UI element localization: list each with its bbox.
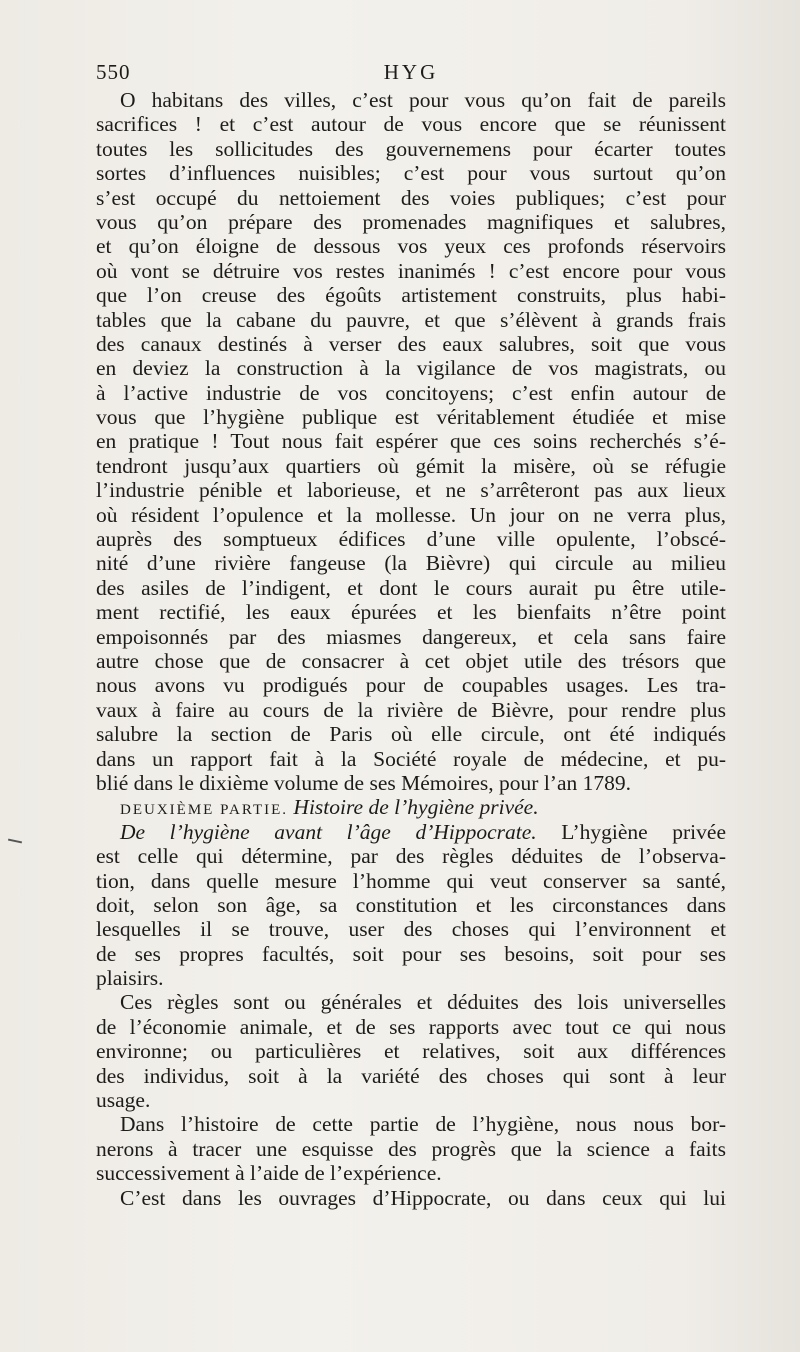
text-line: où vont se détruire vos restes inanimés ! c’est encore pour vous: [96, 258, 726, 283]
section-heading: [96, 795, 726, 819]
text-line: vous que l’hygiène publique est véritablement étudiée et mise: [96, 405, 726, 430]
text-line: s’est occupé du nettoiement des voies publiques; c’est pour: [96, 185, 726, 210]
text-line: l’industrie pénible et laborieuse, et ne s’arrêteront pas aux lieux: [96, 478, 726, 503]
text-line: en pratique ! Tout nous fait espérer que ces soins recherchés s’é-: [96, 429, 726, 454]
text-line: lesquelles il se trouve, user des choses qui l’environnent et: [96, 917, 726, 942]
text-line: dans un rapport fait à la Société royale de médecine, et pu-: [96, 746, 726, 771]
text-line: des individus, soit à la variété des choses qui sont à leur: [96, 1063, 726, 1088]
text-line: sacrifices ! et c’est autour de vous encore que se réunissent: [96, 112, 726, 137]
text-line: O habitans des villes, c’est pour vous qu’on fait de pareils: [120, 88, 726, 112]
text-line: environne; ou particulières et relatives, soit aux différences: [96, 1039, 726, 1064]
text-line: que l’on creuse des égoûts artistement construits, plus habi-: [96, 283, 726, 308]
text-line: nerons à tracer une esquisse des progrès que la science a faits: [96, 1136, 726, 1161]
text-line: blié dans le dixième volume de ses Mémoires, pour l’an 1789.: [96, 770, 631, 795]
text-line: doit, selon son âge, sa constitution et les circonstances dans: [96, 892, 726, 917]
text-line: Ces règles sont ou générales et déduites des lois universelles: [120, 990, 726, 1015]
margin-mark: [8, 839, 22, 844]
text-line: auprès des somptueux édifices d’une ville opulente, l’obscé-: [96, 527, 726, 552]
text-line: des canaux destinés à verser des eaux salubres, soit que vous: [96, 331, 726, 356]
text-line: de ses propres facultés, soit pour ses besoins, soit pour ses: [96, 941, 726, 966]
text-line: salubre la section de Paris où elle circule, ont été indiqués: [96, 722, 726, 747]
body-text: [96, 88, 726, 1210]
text-line: C’est dans les ouvrages d’Hippocrate, ou dans ceux qui lui: [120, 1185, 726, 1210]
text-line: tendront jusqu’aux quartiers où gémit la misère, où se réfugie: [96, 453, 726, 478]
text-line: et qu’on éloigne de dessous vos yeux ces profonds réservoirs: [96, 234, 726, 259]
text-line: autre chose que de consacrer à cet objet utile des trésors que: [96, 648, 726, 673]
text-line: Dans l’histoire de cette partie de l’hygiène, nous nous bor-: [120, 1112, 726, 1137]
text-line: en deviez la construction à la vigilance de vos magistrats, ou: [96, 356, 726, 381]
text-line: de l’économie animale, et de ses rapports avec tout ce qui nous: [96, 1014, 726, 1039]
text-line: des asiles de l’indigent, et dont le cours aurait pu être utile-: [96, 575, 726, 600]
section-label: DEUXIÈME PARTIE.: [120, 802, 289, 819]
text-line: toutes les sollicitudes des gouvernemens pour écarter toutes: [96, 136, 726, 161]
text-line: à l’active industrie de vos concitoyens; c’est enfin autour de: [96, 380, 726, 405]
running-head: HYG: [383, 60, 439, 84]
text-fragment: L’hygiène privée: [561, 819, 726, 844]
text-line: tion, dans quelle mesure l’homme qui veut conserver sa santé,: [96, 868, 726, 893]
text-line: nous avons vu prodigués pour de coupables usages. Les tra-: [96, 673, 726, 698]
page-header: [96, 60, 726, 90]
text-line: est celle qui détermine, par des règles déduites de l’observa-: [96, 844, 726, 869]
text-line: empoisonnés par des miasmes dangereux, et cela sans faire: [96, 624, 726, 649]
text-line: vous qu’on prépare des promenades magnifiques et salubres,: [96, 209, 726, 234]
text-line: où résident l’opulence et la mollesse. Un jour on ne verra plus,: [96, 502, 726, 527]
text-line: tables que la cabane du pauvre, et que s’élèvent à grands frais: [96, 307, 726, 332]
page-number: 550: [96, 60, 131, 84]
subsection-line: [96, 820, 726, 844]
text-line: usage.: [96, 1088, 151, 1113]
subsection-title: De l’hygiène avant l’âge d’Hippocrate.: [120, 819, 537, 844]
text-line: sortes d’influences nuisibles; c’est pour vous surtout qu’on: [96, 161, 726, 186]
text-line: plaisirs.: [96, 966, 164, 991]
text-line: ment rectifié, les eaux épurées et les bienfaits n’être point: [96, 600, 726, 625]
text-line: vaux à faire au cours de la rivière de Bièvre, pour rendre plus: [96, 697, 726, 722]
text-line: nité d’une rivière fangeuse (la Bièvre) qui circule au milieu: [96, 551, 726, 576]
section-title: Histoire de l’hygiène privée.: [293, 795, 539, 820]
text-line: successivement à l’aide de l’expérience.: [96, 1161, 442, 1186]
